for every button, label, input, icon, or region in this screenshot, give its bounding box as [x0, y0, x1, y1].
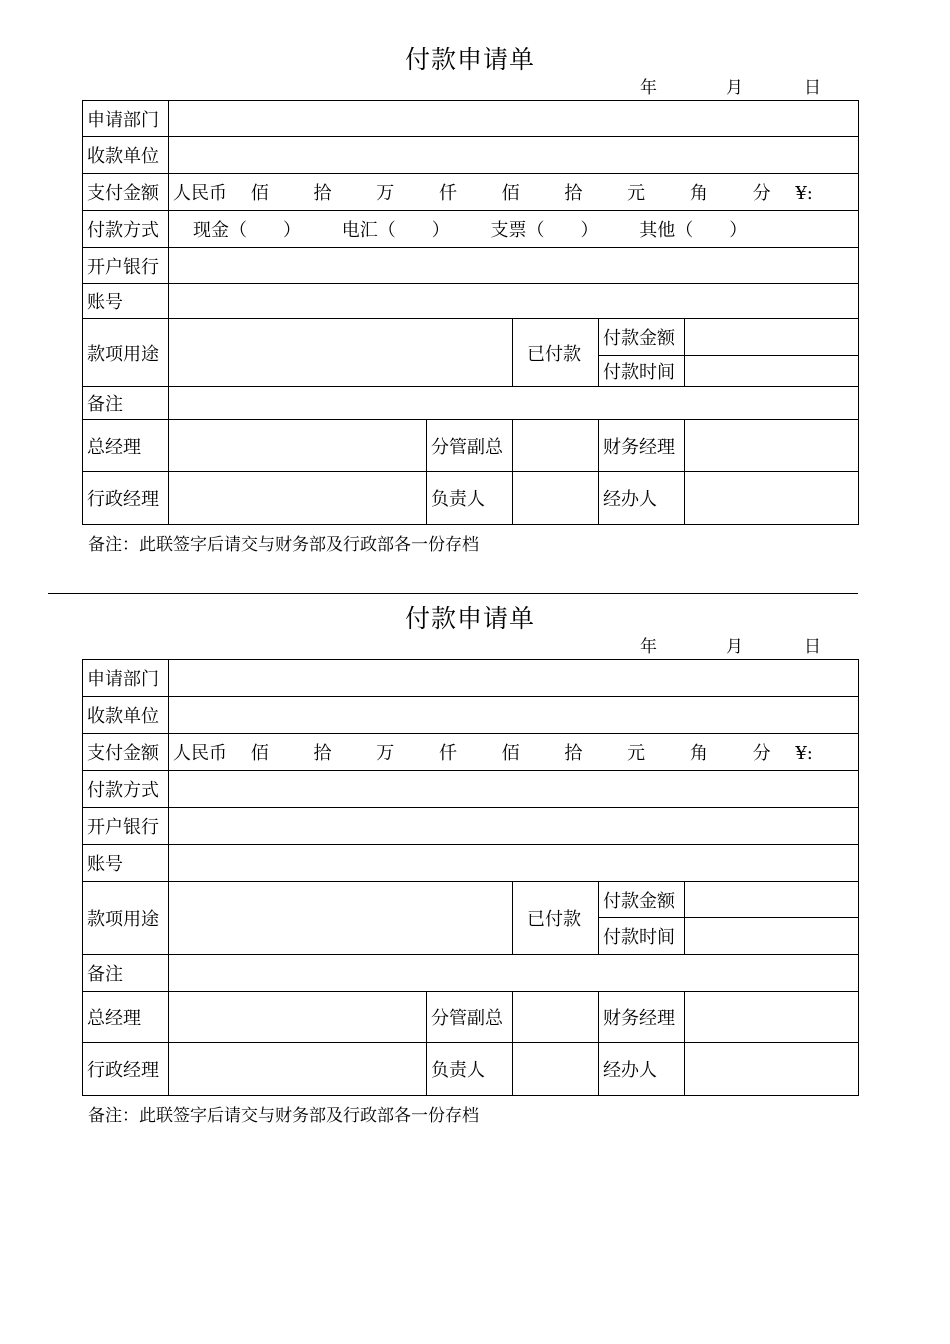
deputy-label: 分管副总 [427, 992, 513, 1043]
amount-label: 支付金额 [83, 734, 169, 771]
purpose-label: 款项用途 [83, 882, 169, 955]
yen-sign: ¥: [795, 743, 813, 764]
unit-yuan: 元 [627, 743, 646, 764]
unit-rmb: 人民币 [173, 183, 227, 204]
admin-manager-label: 行政经理 [83, 472, 169, 525]
date-year[interactable]: 年 [640, 637, 657, 657]
amount-field[interactable] [169, 734, 859, 771]
dept-label: 申请部门 [83, 660, 169, 697]
paid-label: 已付款 [513, 882, 599, 955]
gm-signature-field[interactable] [169, 420, 427, 472]
finance-manager-label: 财务经理 [599, 420, 685, 472]
unit-shi: 拾 [313, 183, 332, 204]
purpose-field[interactable] [169, 319, 513, 387]
paid-amount-label: 付款金额 [599, 882, 685, 918]
bank-field[interactable] [169, 808, 859, 845]
remark-label: 备注 [83, 387, 169, 420]
yen-sign: ¥: [795, 183, 813, 204]
remark-field[interactable] [169, 955, 859, 992]
unit-bai: 佰 [501, 743, 520, 764]
payment-request-table [82, 100, 859, 525]
form-title: 付款申请单 [404, 604, 535, 633]
admin-manager-label: 行政经理 [83, 1043, 169, 1096]
payee-field[interactable] [169, 697, 859, 734]
method-cash[interactable]: 现金（ ） [193, 220, 301, 241]
unit-wan: 万 [376, 743, 395, 764]
deputy-label: 分管副总 [427, 420, 513, 472]
paid-label: 已付款 [513, 319, 599, 387]
date-day[interactable]: 日 [804, 637, 821, 657]
finance-manager-signature-field[interactable] [685, 992, 859, 1043]
method-field[interactable] [169, 771, 859, 808]
paid-time-field[interactable] [685, 918, 859, 955]
unit-bai: 佰 [250, 183, 269, 204]
date-month[interactable]: 月 [726, 637, 743, 657]
remark-field[interactable] [169, 387, 859, 420]
deputy-signature-field[interactable] [513, 420, 599, 472]
payee-label: 收款单位 [83, 137, 169, 174]
account-label: 账号 [83, 284, 169, 319]
gm-label: 总经理 [83, 992, 169, 1043]
unit-bai: 佰 [250, 743, 269, 764]
deputy-signature-field[interactable] [513, 992, 599, 1043]
admin-manager-signature-field[interactable] [169, 472, 427, 525]
paid-amount-field[interactable] [685, 882, 859, 918]
gm-signature-field[interactable] [169, 992, 427, 1043]
responsible-label: 负责人 [427, 1043, 513, 1096]
admin-manager-signature-field[interactable] [169, 1043, 427, 1096]
amount-label: 支付金额 [83, 174, 169, 211]
date-row [82, 637, 858, 657]
finance-manager-label: 财务经理 [599, 992, 685, 1043]
unit-jiao: 角 [689, 183, 708, 204]
handler-label: 经办人 [599, 1043, 685, 1096]
footer-note: 备注：此联签字后请交与财务部及行政部各一份存档 [88, 1106, 479, 1126]
unit-qian: 仟 [438, 183, 457, 204]
handler-signature-field[interactable] [685, 1043, 859, 1096]
payment-request-table [82, 659, 859, 1096]
handler-label: 经办人 [599, 472, 685, 525]
account-field[interactable] [169, 845, 859, 882]
amount-field[interactable] [169, 174, 859, 211]
dept-field[interactable] [169, 101, 859, 137]
remark-label: 备注 [83, 955, 169, 992]
finance-manager-signature-field[interactable] [685, 420, 859, 472]
handler-signature-field[interactable] [685, 472, 859, 525]
unit-bai: 佰 [501, 183, 520, 204]
unit-rmb: 人民币 [173, 743, 227, 764]
paid-time-label: 付款时间 [599, 356, 685, 387]
paid-amount-field[interactable] [685, 319, 859, 356]
gm-label: 总经理 [83, 420, 169, 472]
account-field[interactable] [169, 284, 859, 319]
unit-shi: 拾 [564, 743, 583, 764]
responsible-signature-field[interactable] [513, 472, 599, 525]
dept-field[interactable] [169, 660, 859, 697]
method-label: 付款方式 [83, 771, 169, 808]
date-day[interactable]: 日 [804, 78, 821, 98]
bank-label: 开户银行 [83, 808, 169, 845]
date-row [82, 78, 858, 98]
unit-jiao: 角 [689, 743, 708, 764]
method-check[interactable]: 支票（ ） [490, 220, 599, 241]
unit-fen: 分 [752, 183, 771, 204]
form-title: 付款申请单 [404, 45, 535, 74]
date-month[interactable]: 月 [726, 78, 743, 98]
unit-qian: 仟 [438, 743, 457, 764]
method-field [169, 211, 859, 248]
bank-label: 开户银行 [83, 248, 169, 284]
unit-yuan: 元 [627, 183, 646, 204]
responsible-label: 负责人 [427, 472, 513, 525]
method-wire[interactable]: 电汇（ ） [341, 220, 450, 241]
dept-label: 申请部门 [83, 101, 169, 137]
payee-field[interactable] [169, 137, 859, 174]
unit-shi: 拾 [313, 743, 332, 764]
paid-amount-label: 付款金额 [599, 319, 685, 356]
footer-note: 备注：此联签字后请交与财务部及行政部各一份存档 [88, 535, 479, 555]
cut-line-divider [48, 593, 858, 594]
date-year[interactable]: 年 [640, 78, 657, 98]
purpose-label: 款项用途 [83, 319, 169, 387]
bank-field[interactable] [169, 248, 859, 284]
paid-time-field[interactable] [685, 356, 859, 387]
payee-label: 收款单位 [83, 697, 169, 734]
responsible-signature-field[interactable] [513, 1043, 599, 1096]
unit-fen: 分 [752, 743, 771, 764]
unit-shi: 拾 [564, 183, 583, 204]
unit-wan: 万 [376, 183, 395, 204]
purpose-field[interactable] [169, 882, 513, 955]
paid-time-label: 付款时间 [599, 918, 685, 955]
method-other[interactable]: 其他（ ） [639, 220, 748, 241]
account-label: 账号 [83, 845, 169, 882]
method-label: 付款方式 [83, 211, 169, 248]
